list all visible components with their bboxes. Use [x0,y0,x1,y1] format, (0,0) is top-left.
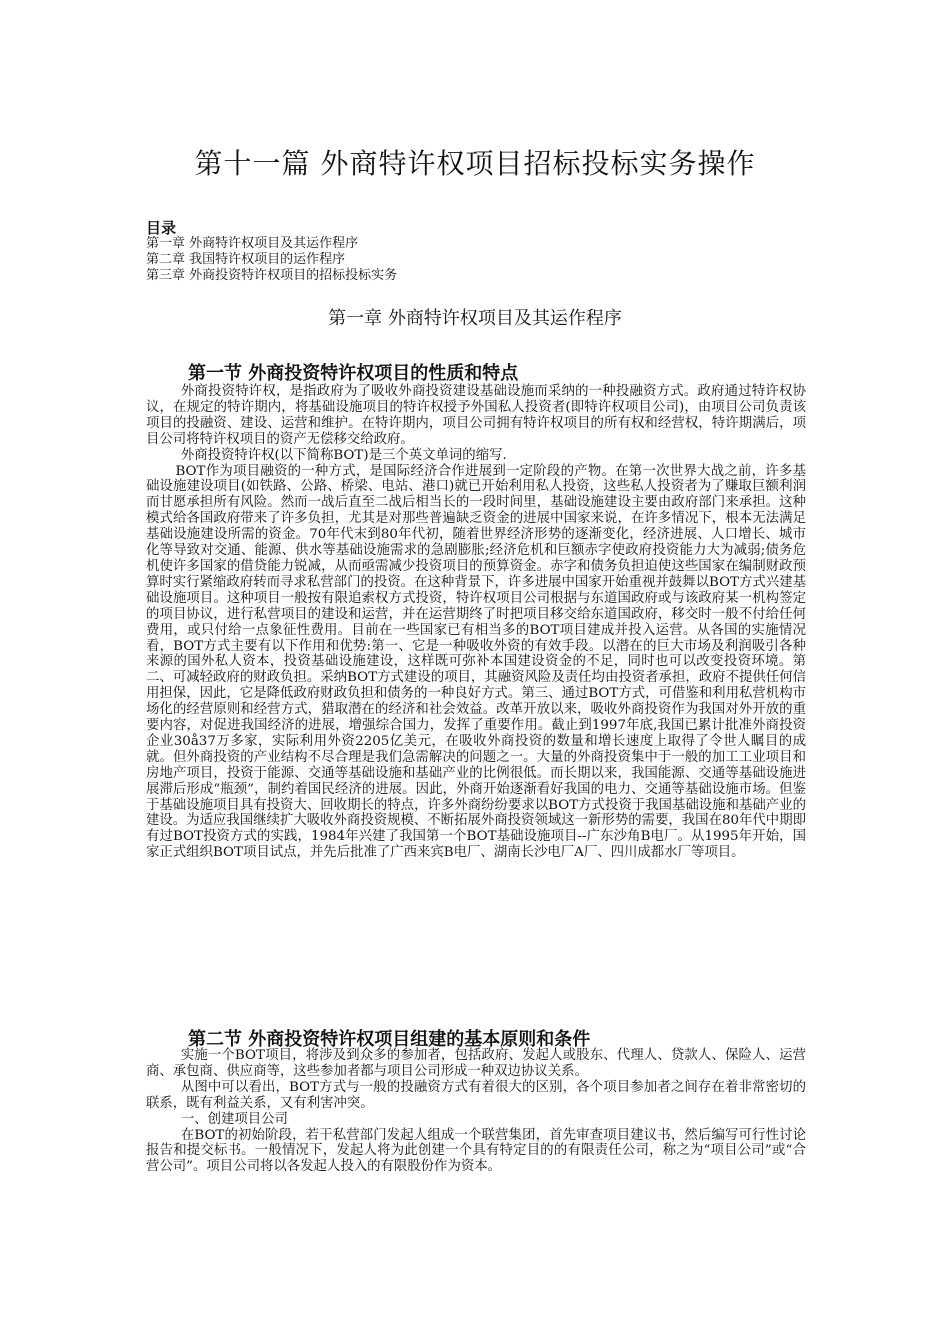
paragraph: 外商投资特许权，是指政府为了吸收外商投资建设基础设施而采纳的一种投融资方式。政府通过特许权协议，在规定的特许期内，将基础设施项目的特许权授予外国私人投资者(即特许权项目公司)，由项目公司负责该项目的投融资、建设、运营和维护。在特许期内，项目公司拥有特许权项目的所有权和经营权，特许期满后，项目公司将特许权项目的资产无偿移交给政府。 [146,384,806,447]
paragraph: 在BOT的初始阶段，若干私营部门发起人组成一个联营集团，首先审查项目建议书，然后编写可行性讨论报告和提交标书。一般情况下，发起人将为此创建一个具有特定目的的有限责任公司，称之为“项目公司”或“合营公司”。项目公司将以各发起人投入的有限股份作为资本。 [146,1127,806,1175]
table-of-contents [146,236,397,284]
toc-heading: 目录 [146,219,177,237]
paragraph: 外商投资特许权(以下简称BOT)是三个英文单词的缩写. [180,447,507,463]
toc-item: 第二章 我国特许权项目的运作程序 [146,252,346,267]
toc-item: 第一章 外商特许权项目及其运作程序 [146,236,359,251]
paragraph: 实施一个BOT项目，将涉及到众多的参加者，包括政府、发起人或股东、代理人、贷款人、保险人、运营商、承包商、供应商等，这些参加者都与项目公司形成一种双边协议关系。 [146,1048,806,1079]
section-title: 第二节 外商投资特许权项目组建的基本原则和条件 [188,1029,591,1050]
section-body [146,1048,806,1175]
toc-item: 第三章 外商投资特许权项目的招标投标实务 [146,268,398,283]
paragraph: 一、创建项目公司 [180,1111,288,1127]
document-title: 第十一篇 外商特许权项目招标投标实务操作 [194,147,756,180]
section-body [146,384,806,861]
paragraph: 从图中可以看出，BOT方式与一般的投融资方式有着很大的区别，各个项目参加者之间存在着非常密切的联系，既有利益关系，又有利害冲突。 [146,1079,806,1111]
section-title: 第一节 外商投资特许权项目的性质和特点 [188,363,519,384]
paragraph: BOT作为项目融资的一种方式，是国际经济合作进展到一定阶段的产物。在第一次世界大战之前，许多基础设施建设项目(如铁路、公路、桥梁、电站、港口)就已开始利用私人投资，这些私人投资者为了赚取巨额利润而甘愿承担所有风险。然而一战后直至二战后相当长的一段时间里，基础设施建设主要由政府部门来承担。这种模式给各国政府带来了许多负担，尤其是对那些普遍缺乏资金的进展中国家来说，在许多情况下，根本无法满足基础设施建设所需的资金。70年代末到80年代初，随着世界经济形势的逐渐变化，经济进展、人口增长、城市化等导致对交通、能源、供水等基础设施需求的急剧膨胀;经济危机和巨额赤字使政府投资能力大为减弱;债务危机使许多国家的借贷能力锐减，从而亟需减少投资项目的预算资金。赤字和债务负担迫使这些国家在编制财政预算时实行紧缩政府转而寻求私营部门的投资。在这种背景下，许多进展中国家开始重视并鼓舞以BOT方式兴建基础设施项目。这种项目一般按有限追索权方式投资，特许权项目公司根据与东道国政府或与该政府某一机构签定的项目协议，进行私营项目的建设和运营，并在运营期终了时把项目移交给东道国政府，移交时一般不付给任何费用，或只付给一点象征性费用。目前在一些国家已有相当多的BOT项目建成并投入运营。从各国的实施情况看，BOT方式主要有以下作用和优势:第一、它是一种吸收外资的有效手段。以潜在的巨大市场及利润吸引各种来源的国外私人资本，投资基础设施建设，这样既可弥补本国建设资金的不足，同时也可以改变投资环境。第二、可减轻政府的财政负担。采纳BOT方式建设的项目，其融资风险及责任均由投资者承担，政府不提供任何信用担保，因此，它是降低政府财政负担和债务的一种良好方式。第三、通过BOT方式，可借鉴和利用私营机构市场化的经营原则和经营方式，猎取潜在的经济和社会效益。改革开放以来，吸收外商投资作为我国对外开放的重要内容，对促进我国经济的进展，增强综合国力，发挥了重要作用。截止到1997年底,我国已累计批准外商投资企业30å37万多家，实际利用外资2205亿美元，在吸收外商投资的数量和增长速度上取得了令世人瞩目的成就。但外商投资的产业结构不尽合理是我们急需解决的问题之一。大量的外商投资集中于一般的加工工业项目和房地产项目，投资于能源、交通等基础设施和基础产业的比例很低。而长期以来，我国能源、交通等基础设施进展滞后形成“瓶颈”，制约着国民经济的进展。因此，外商开始逐渐看好我国的电力、交通等基础设施市场。但鉴于基础设施项目具有投资大、回收期长的特点，许多外商纷纷要求以BOT方式投资于我国基础设施和基础产业的建设。为适应我国继续扩大吸收外商投资规模、不断拓展外商投资领域这一新形势的需要，我国在80年代中期即有过BOT投资方式的实践，1984年兴建了我国第一个BOT基础设施项目--广东沙角B电厂。从1995年开始，国家正式组织BOT项目试点，并先后批准了广西来宾B电厂、湖南长沙电厂A厂、四川成都水厂等项目。 [146,463,806,861]
chapter-title: 第一章 外商特许权项目及其运作程序 [328,308,622,329]
